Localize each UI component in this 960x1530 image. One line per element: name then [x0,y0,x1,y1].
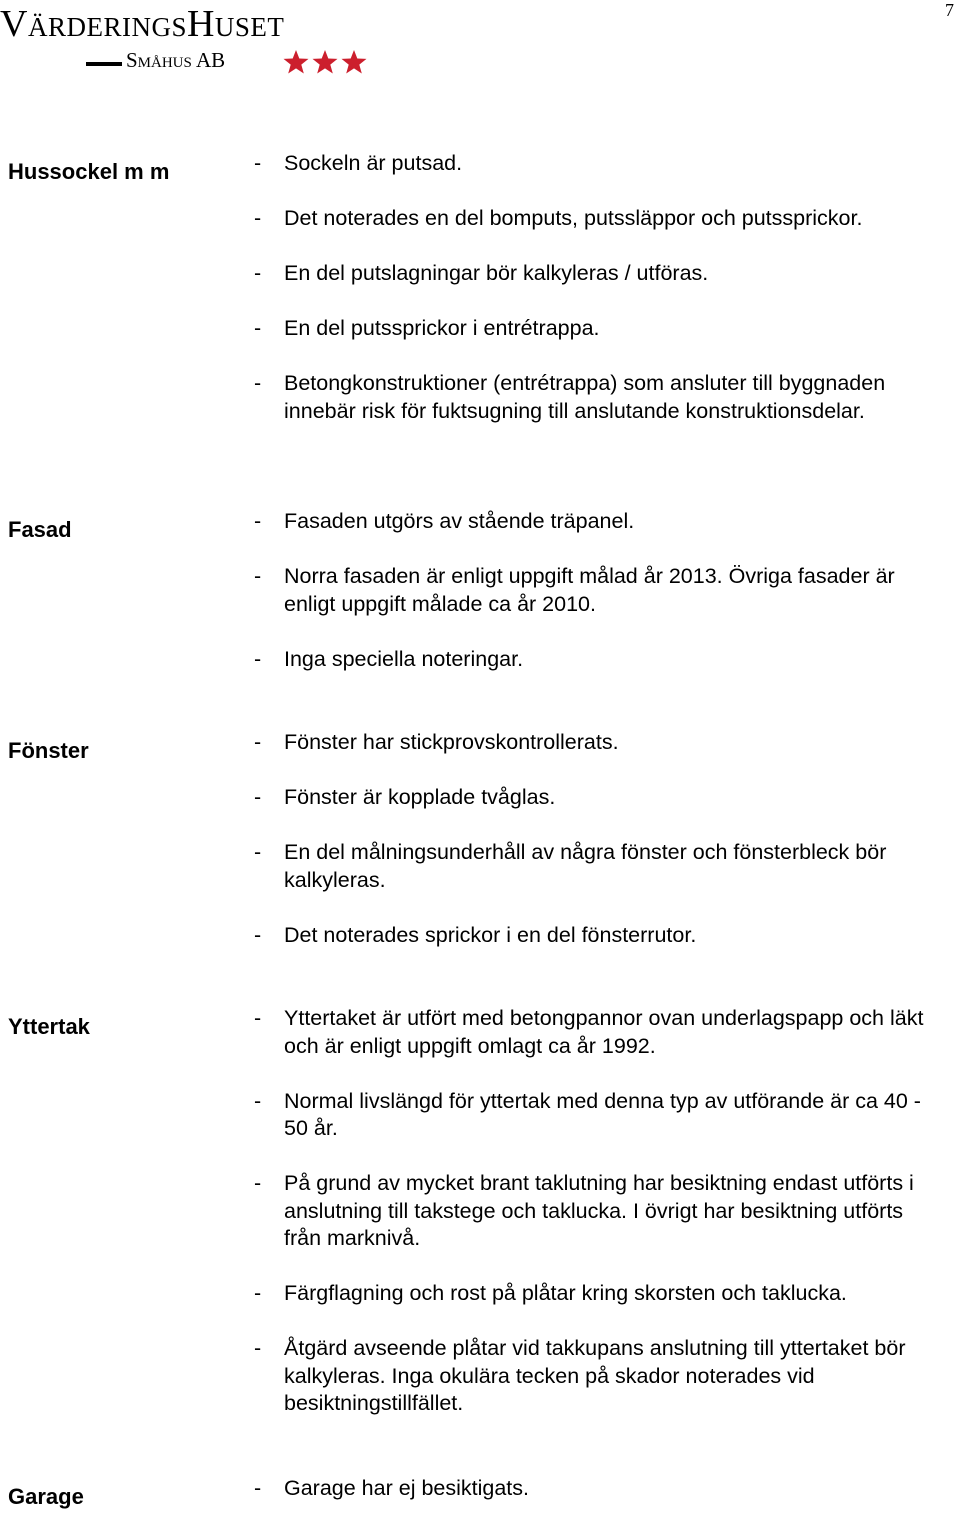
list-item: - Normal livslängd för yttertak med denna typ av utförande är ca 40 - 50 år. [0,1088,934,1143]
list-item: - Fönster är kopplade tvåglas. [0,784,934,812]
stars-icon [282,48,372,78]
section-item-list [0,1475,960,1503]
star-icon [313,50,338,74]
section-title: Garage [8,1484,84,1509]
section-title: Fönster [8,738,89,763]
list-item: - En del putslagningar bör kalkyleras / utföras. [0,260,934,288]
list-item: - En del målningsunderhåll av några fönster och fönsterbleck bör kalkyleras. [0,839,934,894]
section-title: Fasad [8,517,72,542]
list-item: - En del putssprickor i entrétrappa. [0,315,934,343]
section-item-list [0,150,960,425]
logo-rule [86,62,122,66]
star-icon [342,50,367,74]
list-item: - Åtgärd avseende plåtar vid takkupans anslutning till yttertaket bör kalkyleras. Inga okulära tecken på skador noterades vid besiktningstillfället. [0,1335,934,1418]
list-item: - Färgflagning och rost på plåtar kring skorsten och taklucka. [0,1280,934,1308]
section-title: Yttertak [8,1014,90,1039]
star-icon [284,50,309,74]
list-item: - Fönster har stickprovskontrollerats. [0,729,934,757]
list-item: - Fasaden utgörs av stående träpanel. [0,508,934,536]
list-item: - Yttertaket är utfört med betongpannor ovan underlagspapp och läkt och är enligt uppgift omlagt ca år 1992. [0,1005,934,1060]
list-item: - Sockeln är putsad. [0,150,934,178]
page-number: 7 [945,0,954,20]
list-item: - Det noterades sprickor i en del fönsterrutor. [0,922,934,950]
section-hussockel [0,150,960,508]
logo-title: VärderingsHuset [0,3,285,45]
list-item: - Betongkonstruktioner (entrétrappa) som ansluter till byggnaden innebär risk för fuktsugning till anslutande konstruktionsdelar. [0,370,934,425]
logo-subtitle: Småhus AB [126,48,226,72]
company-logo [0,4,380,80]
section-fasad [0,508,960,729]
section-title: Hussockel m m [8,159,170,184]
list-item: - På grund av mycket brant taklutning har besiktning endast utförts i anslutning till takstege och taklucka. I övrigt har besiktning utförts från marknivå. [0,1170,934,1253]
section-item-list [0,729,960,949]
section-yttertak [0,1005,960,1475]
section-item-list [0,1005,960,1418]
list-item: - Norra fasaden är enligt uppgift målad år 2013. Övriga fasader är enligt uppgift målade ca år 2010. [0,563,934,618]
list-item: - Inga speciella noteringar. [0,646,934,674]
section-fonster [0,729,960,1005]
list-item: - Garage har ej besiktigats. [0,1475,934,1503]
list-item: - Det noterades en del bomputs, putssläppor och putssprickor. [0,205,934,233]
inspection-report-content [0,150,960,1530]
section-item-list [0,508,960,673]
section-garage [0,1475,960,1509]
